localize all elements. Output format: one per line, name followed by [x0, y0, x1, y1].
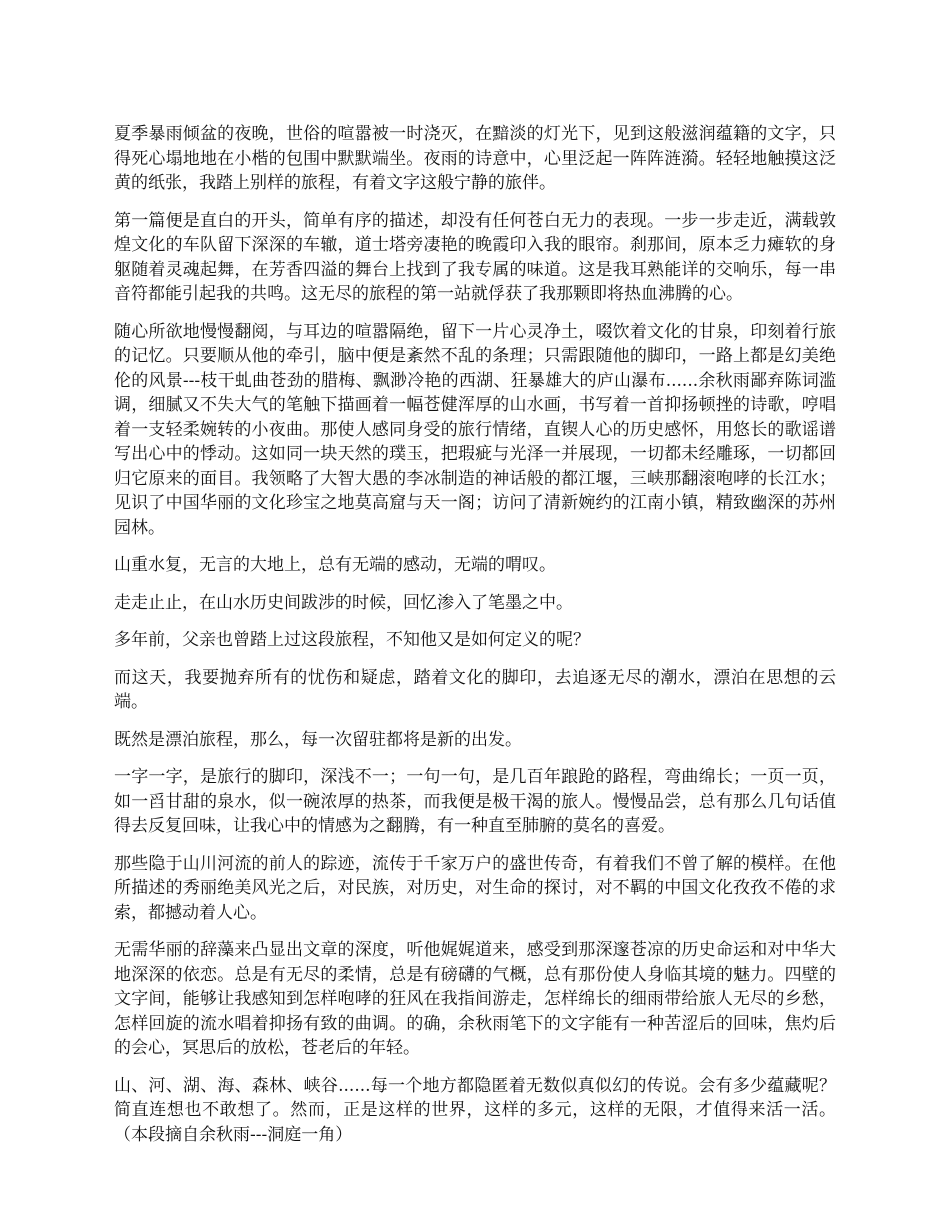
paragraph-11: 无需华丽的辞藻来凸显出文章的深度，听他娓娓道来，感受到那深邃苍凉的历史命运和对中华大地深深的依恋。总是有无尽的柔情，总是有磅礴的气概，总有那份使人身临其境的魅力。四壁的文字间，能够让我感知到怎样咆哮的狂风在我指间游走，怎样绵长的细雨带给旅人无尽的乡愁，怎样回旋的流水唱着抑扬有致的曲调。的确，余秋雨笔下的文字能有一种苦涩后的回味，焦灼后的会心，冥思后的放松，苍老后的年轻。: [114, 940, 836, 1058]
paragraph-12: 山、河、湖、海、森林、峡谷......每一个地方都隐匿着无数似真似幻的传说。会有多少蕴藏呢？简直连想也不敢想了。然而，正是这样的世界，这样的多元，这样的无限，才值得来活一活。（本段摘自余秋雨---洞庭一角）: [114, 1075, 836, 1145]
paragraph-4: 山重水复，无言的大地上，总有无端的感动，无端的喟叹。: [114, 555, 556, 575]
paragraph-3: 随心所欲地慢慢翻阅，与耳边的喧嚣隔绝，留下一片心灵净土，啜饮着文化的甘泉，印刻着行旅的记忆。只要顺从他的牵引，脑中便是紊然不乱的条理；只需跟随他的脚印，一路上都是幻美绝伦的风景---枝干虬曲苍劲的腊梅、飘渺冷艳的西湖、狂暴雄大的庐山瀑布......余秋雨鄙弃陈词滥调，细腻又不失大气的笔触下描画着一幅苍健浑厚的山水画，书写着一首抑扬顿挫的诗歌，哼唱着一支轻柔婉转的小夜曲。那使人感同身受的旅行情绪，直锲人心的历史感怀，用悠长的歌谣谱写出心中的悸动。这如同一块天然的璞玉，把瑕疵与光泽一并展现，一切都未经雕琢，一切都回归它原来的面目。我领略了大智大愚的李冰制造的神话般的都江堰，三峡那翻滚咆哮的长江水；见识了中国华丽的文化珍宝之地莫高窟与天一阁；访问了清新婉约的江南小镇，精致幽深的苏州园林。: [114, 321, 836, 538]
paragraph-9: 一字一字，是旅行的脚印，深浅不一；一句一句，是几百年踉跄的路程，弯曲绵长；一页一页，如一舀甘甜的泉水，似一碗浓厚的热茶，而我便是极干渴的旅人。慢慢品尝，总有那么几句话值得去反复回味，让我心中的情感为之翻腾，有一种直至肺腑的莫名的喜爱。: [114, 767, 836, 836]
paragraph-8: 既然是漂泊旅程，那么，每一次留驻都将是新的出发。: [114, 729, 522, 750]
paragraph-1: 夏季暴雨倾盆的夜晚，世俗的喧嚣被一时浇灭，在黯淡的灯光下，见到这般滋润蕴籍的文字，只得死心塌地地在小楷的包围中默默端坐。夜雨的诗意中，心里泛起一阵阵涟漪。轻轻地触摸这泛黄的纸张，我踏上别样的旅程，有着文字这般宁静的旅伴。: [114, 124, 836, 193]
paragraph-6: 多年前，父亲也曾踏上过这段旅程，不知他又是如何定义的呢？: [114, 630, 590, 650]
paragraph-7: 而这天，我要抛弃所有的忧伤和疑虑，踏着文化的脚印，去追逐无尽的潮水，漂泊在思想的云端。: [114, 667, 836, 712]
paragraph-2: 第一篇便是直白的开头，简单有序的描述，却没有任何苍白无力的表现。一步一步走近，满载敦煌文化的车队留下深深的车辙，道士塔旁凄艳的晚霞印入我的眼帘。刹那间，原本乏力瘫软的身躯随着灵魂起舞，在芳香四溢的舞台上找到了我专属的味道。这是我耳熟能详的交响乐，每一串音符都能引起我的共鸣。这无尽的旅程的第一站就俘获了我那颗即将热血沸腾的心。: [114, 210, 836, 304]
paragraph-10: 那些隐于山川河流的前人的踪迹，流传于千家万户的盛世传奇，有着我们不曾了解的模样。在他所描述的秀丽绝美风光之后，对民族，对历史，对生命的探讨，对不羁的中国文化孜孜不倦的求索，都撼动着人心。: [114, 853, 836, 923]
paragraph-5: 走走止止，在山水历史间跋涉的时候，回忆渗入了笔墨之中。: [114, 592, 573, 613]
document-body: [114, 122, 836, 1160]
